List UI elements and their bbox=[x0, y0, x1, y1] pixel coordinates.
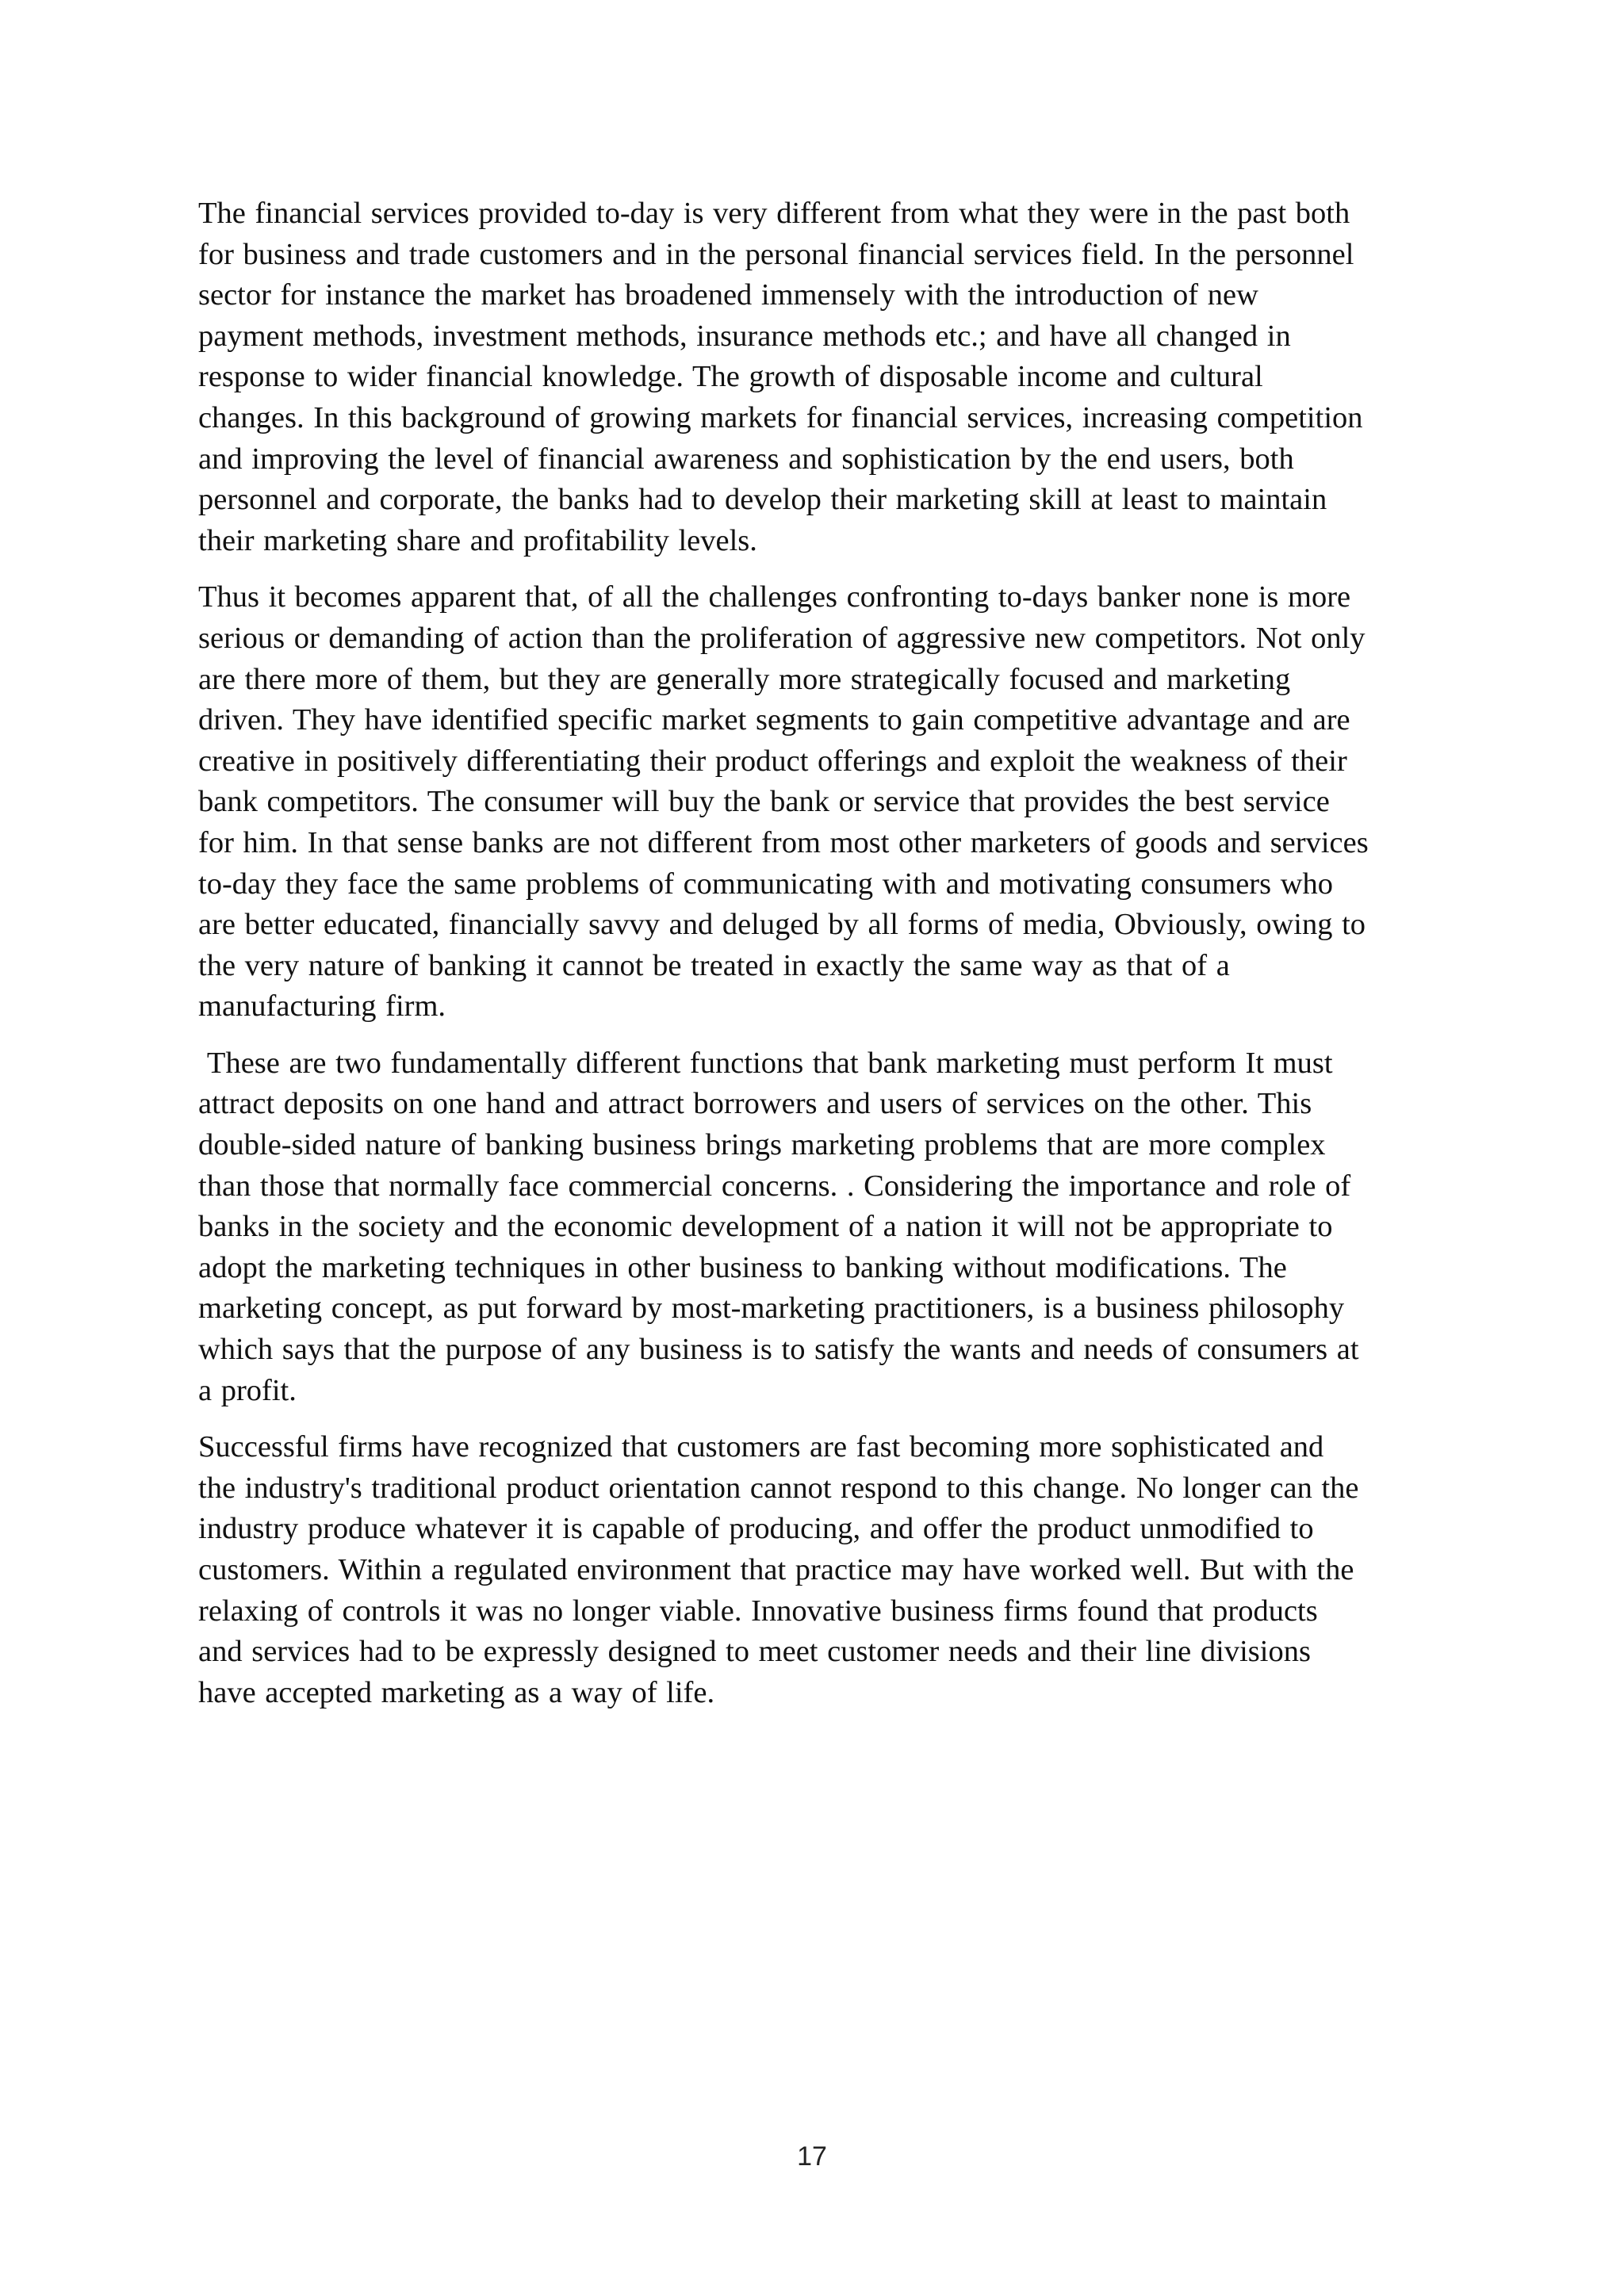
text-line: Successful firms have recognized that customers are fast becoming more sophisticated and bbox=[198, 1430, 1324, 1464]
text-line: creative in positively differentiating their product offerings and exploit the weakness of their bbox=[198, 744, 1347, 778]
page-number: 17 bbox=[797, 2141, 827, 2172]
text-line: driven. They have identified specific market segments to gain competitive advantage and are bbox=[198, 703, 1350, 737]
paragraph-1 bbox=[198, 193, 1435, 561]
paragraph-3 bbox=[198, 1043, 1435, 1411]
text-line: adopt the marketing techniques in other business to banking without modifications. The bbox=[198, 1250, 1287, 1284]
paragraph-2 bbox=[198, 577, 1435, 1027]
text-line: are better educated, financially savvy and deluged by all forms of media, Obviously, owing to bbox=[198, 908, 1366, 942]
text-line: attract deposits on one hand and attract borrowers and users of services on the other. This bbox=[198, 1087, 1312, 1121]
text-line: and improving the level of financial awareness and sophistication by the end users, both bbox=[198, 442, 1294, 476]
text-line: than those that normally face commercial concerns. . Considering the importance and role of bbox=[198, 1169, 1351, 1203]
text-line: industry produce whatever it is capable of producing, and offer the product unmodified to bbox=[198, 1512, 1314, 1546]
text-line: have accepted marketing as a way of life. bbox=[198, 1675, 715, 1709]
text-line: to-day they face the same problems of communicating with and motivating consumers who bbox=[198, 867, 1334, 901]
text-line: payment methods, investment methods, insurance methods etc.; and have all changed in bbox=[198, 319, 1291, 353]
text-line: a profit. bbox=[198, 1373, 297, 1407]
text-line: banks in the society and the economic development of a nation it will not be appropriate to bbox=[198, 1210, 1333, 1244]
text-line: bank competitors. The consumer will buy the bank or service that provides the best service bbox=[198, 785, 1330, 819]
text-line: These are two fundamentally different functions that bank marketing must perform It must bbox=[198, 1046, 1333, 1080]
text-line: the industry's traditional product orientation cannot respond to this change. No longer can the bbox=[198, 1471, 1359, 1505]
text-line: the very nature of banking it cannot be treated in exactly the same way as that of a bbox=[198, 948, 1230, 982]
text-line: The financial services provided to-day is very different from what they were in the past both bbox=[198, 197, 1350, 230]
paragraph-4 bbox=[198, 1427, 1435, 1713]
text-line: changes. In this background of growing markets for financial services, increasing competition bbox=[198, 400, 1363, 434]
text-line: sector for instance the market has broadened immensely with the introduction of new bbox=[198, 278, 1258, 312]
text-line: manufacturing firm. bbox=[198, 989, 446, 1024]
text-line: their marketing share and profitability levels. bbox=[198, 523, 757, 557]
text-line: Thus it becomes apparent that, of all the challenges confronting to-days banker none is more bbox=[198, 580, 1351, 614]
text-line: relaxing of controls it was no longer viable. Innovative business firms found that products bbox=[198, 1594, 1318, 1628]
text-line: double-sided nature of banking business brings marketing problems that are more complex bbox=[198, 1128, 1326, 1162]
text-line: which says that the purpose of any business is to satisfy the wants and needs of consumers at bbox=[198, 1333, 1359, 1367]
text-line: marketing concept, as put forward by most-marketing practitioners, is a business philosophy bbox=[198, 1292, 1345, 1326]
text-line: for him. In that sense banks are not different from most other marketers of goods and services bbox=[198, 825, 1369, 859]
text-line: customers. Within a regulated environment that practice may have worked well. But with the bbox=[198, 1553, 1354, 1586]
text-line: and services had to be expressly designed to meet customer needs and their line divisions bbox=[198, 1635, 1311, 1669]
text-line: for business and trade customers and in the personal financial services field. In the personnel bbox=[198, 237, 1354, 271]
text-line: are there more of them, but they are generally more strategically focused and marketing bbox=[198, 662, 1291, 696]
text-line: response to wider financial knowledge. The growth of disposable income and cultural bbox=[198, 360, 1263, 394]
body-text bbox=[198, 193, 1435, 1729]
text-line: serious or demanding of action than the proliferation of aggressive new competitors. Not only bbox=[198, 621, 1365, 655]
text-line: personnel and corporate, the banks had to develop their marketing skill at least to maintain bbox=[198, 483, 1327, 517]
